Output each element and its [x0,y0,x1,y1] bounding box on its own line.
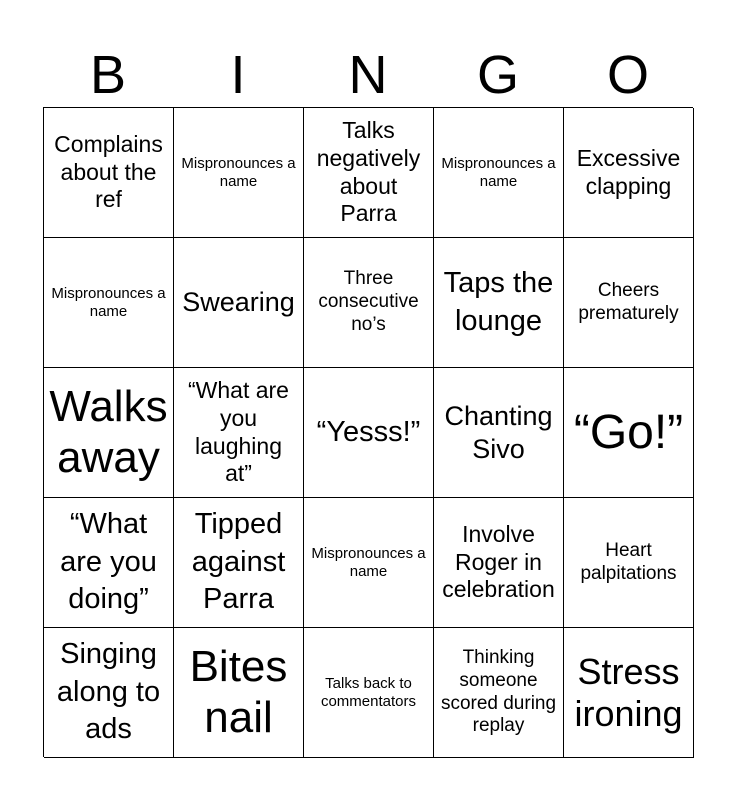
bingo-cell[interactable]: Three consecutive no’s [304,238,434,368]
header-letter-o: O [606,45,649,105]
bingo-cell[interactable]: Taps the lounge [434,238,564,368]
bingo-cell[interactable]: “Yesss!” [304,368,434,498]
header-letter-b: B [89,45,127,105]
bingo-header [43,44,693,106]
bingo-cell[interactable]: Cheers prematurely [564,238,694,368]
header-letter-g: G [476,45,519,105]
bingo-cell[interactable]: “Go!” [564,368,694,498]
bingo-cell[interactable]: Excessive clapping [564,108,694,238]
bingo-cell[interactable]: Tipped against Parra [174,498,304,628]
bingo-cell[interactable]: Mispronounces a name [434,108,564,238]
bingo-cell[interactable]: “What are you laughing at” [174,368,304,498]
bingo-cell[interactable]: Mispronounces a name [174,108,304,238]
bingo-cell[interactable]: Talks back to commentators [304,628,434,758]
bingo-cell[interactable]: Mispronounces a name [44,238,174,368]
bingo-cell[interactable]: Complains about the ref [44,108,174,238]
header-letter-n: N [348,45,388,105]
bingo-cell[interactable]: Mispronounces a name [304,498,434,628]
bingo-cell[interactable]: Walks away [44,368,174,498]
bingo-grid [43,107,693,757]
bingo-cell[interactable]: Thinking someone scored during replay [434,628,564,758]
header-letter-i: I [230,45,246,105]
bingo-cell[interactable]: Bites nail [174,628,304,758]
bingo-cell[interactable]: Chanting Sivo [434,368,564,498]
bingo-cell[interactable]: “What are you doing” [44,498,174,628]
bingo-cell[interactable]: Stress ironing [564,628,694,758]
bingo-cell[interactable]: Singing along to ads [44,628,174,758]
bingo-cell[interactable]: Swearing [174,238,304,368]
bingo-cell[interactable]: Heart palpitations [564,498,694,628]
bingo-cell[interactable]: Talks negatively about Parra [304,108,434,238]
bingo-cell[interactable]: Involve Roger in celebration [434,498,564,628]
